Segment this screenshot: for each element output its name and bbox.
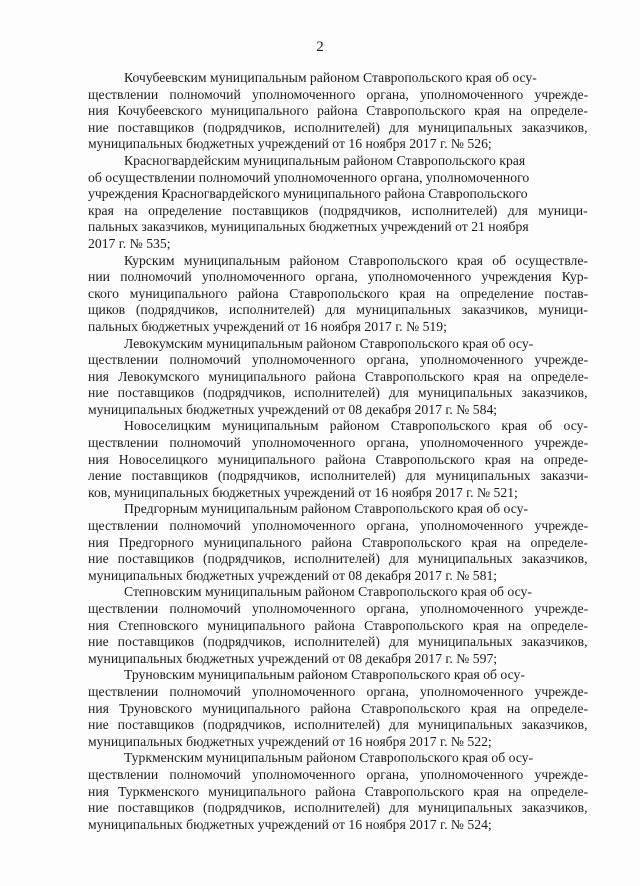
text-line: Курским муниципальным районом Ставропольского края об осуществле- bbox=[124, 252, 588, 268]
paragraph-trunovsky bbox=[88, 667, 588, 750]
text-line: края на определение поставщиков (подрядчиков, исполнителей) для муници- bbox=[88, 202, 588, 218]
paragraph-predgorny bbox=[88, 501, 588, 584]
text-line: Новоселицким муниципальным районом Ставропольского края об осу- bbox=[124, 418, 588, 434]
paragraph-kursky bbox=[88, 253, 588, 336]
text-line: ния Левокумского муниципального района Ставропольского края на определе- bbox=[88, 368, 589, 384]
text-line: щиков (подрядчиков, исполнителей) для муниципальных заказчиков, муници- bbox=[88, 302, 588, 318]
text-line: ния Новоселицкого муниципального района Ставропольского края на опреде- bbox=[88, 451, 589, 467]
text-line: ния Степновского муниципального района Ставропольского края на определе- bbox=[88, 617, 589, 633]
text-line: ществлении полномочий уполномоченного органа, уполномоченного учрежде- bbox=[88, 601, 589, 616]
text-line: муниципальных бюджетных учреждений от 08 декабря 2017 г. № 581; bbox=[88, 567, 498, 583]
text-line: ние поставщиков (подрядчиков, исполнителей) для муниципальных заказчиков, bbox=[88, 800, 588, 816]
text-line: пальных бюджетных учреждений от 16 ноября 2017 г. № 519; bbox=[88, 318, 447, 334]
text-line: Труновским муниципальным районом Ставропольского края об осу- bbox=[124, 667, 525, 683]
text-line: Кочубеевским муниципальным районом Ставропольского края об осу- bbox=[124, 70, 537, 85]
text-line: ния Предгорного муниципального района Ставропольского края на определе- bbox=[88, 534, 588, 550]
text-line: ществлении полномочий уполномоченного органа, уполномоченного учрежде- bbox=[88, 683, 589, 699]
text-line: Предгорным муниципальным районом Ставропольского края об осу- bbox=[124, 501, 529, 517]
text-line: Степновским муниципальным районом Ставропольского края об осу- bbox=[124, 584, 532, 600]
text-line: ление поставщиков (подрядчиков, исполнителей) для муниципальных заказчи- bbox=[88, 468, 589, 484]
text-line: ния Кочубеевского муниципального района Ставропольского края на определе- bbox=[88, 103, 588, 119]
text-line: ния Туркменского муниципального района Ставропольского края на определе- bbox=[88, 783, 589, 799]
text-line: ществлении полномочий уполномоченного органа, уполномоченного учрежде- bbox=[88, 518, 589, 534]
text-line: учреждения Красногвардейского муниципального района Ставропольского bbox=[88, 186, 528, 202]
paragraph-krasnogvardeysky bbox=[88, 153, 588, 253]
text-line: ния Труновского муниципального района Ставропольского края на определе- bbox=[88, 700, 589, 716]
paragraph-turkmensky bbox=[88, 750, 588, 833]
text-line: Туркменским муниципальным районом Ставропольского края об осу- bbox=[124, 750, 534, 766]
text-line: ние поставщиков (подрядчиков, исполнителей) для муниципальных заказчиков, bbox=[88, 551, 588, 567]
text-line: муниципальных бюджетных учреждений от 16 ноября 2017 г. № 524; bbox=[88, 816, 492, 832]
text-line: ние поставщиков (подрядчиков, исполнителей) для муниципальных заказчиков, bbox=[88, 385, 588, 401]
text-line: ществлении полномочий уполномоченного органа, уполномоченного учрежде- bbox=[88, 352, 589, 368]
text-line: ществлении полномочий уполномоченного органа, уполномоченного учрежде- bbox=[88, 766, 589, 782]
paragraph-levokumsky bbox=[88, 336, 588, 419]
text-line: муниципальных бюджетных учреждений от 16 ноября 2017 г. № 522; bbox=[88, 733, 492, 749]
text-line: муниципальных бюджетных учреждений от 08 декабря 2017 г. № 597; bbox=[88, 650, 498, 666]
text-line: ние поставщиков (подрядчиков, исполнителей) для муниципальных заказчиков, bbox=[88, 119, 588, 135]
text-line: Левокумским муниципальным районом Ставропольского края об осу- bbox=[124, 335, 534, 351]
paragraph-kochubeevsky bbox=[88, 70, 588, 153]
paragraph-novoselitsky bbox=[88, 418, 588, 501]
text-line: об осуществлении полномочий уполномоченного органа, уполномоченного bbox=[88, 169, 530, 185]
text-line: ского муниципального района Ставропольского края на определение постав- bbox=[88, 285, 589, 301]
text-line: 2017 г. № 535; bbox=[88, 235, 171, 251]
text-line: ние поставщиков (подрядчиков, исполнителей) для муниципальных заказчиков, bbox=[88, 634, 588, 650]
text-line: ществлении полномочий уполномоченного органа, уполномоченного учрежде- bbox=[88, 86, 589, 102]
text-line: муниципальных бюджетных учреждений от 08 декабря 2017 г. № 584; bbox=[88, 401, 498, 417]
text-line: пальных заказчиков, муниципальных бюджетных учреждений от 21 ноября bbox=[88, 219, 529, 235]
text-line: нии полномочий уполномоченного органа, уполномоченного учреждения Кур- bbox=[88, 269, 589, 285]
text-line: муниципальных бюджетных учреждений от 16 ноября 2017 г. № 526; bbox=[88, 136, 492, 152]
page-number: 2 bbox=[316, 39, 324, 55]
text-line: ществлении полномочий уполномоченного органа, уполномоченного учрежде- bbox=[88, 435, 589, 451]
text-line: ние поставщиков (подрядчиков, исполнителей) для муниципальных заказчиков, bbox=[88, 717, 588, 733]
text-line: Красногвардейским муниципальным районом Ставропольского края bbox=[124, 152, 526, 168]
text-line: ков, муниципальных бюджетных учреждений от 16 ноября 2017 г. № 521; bbox=[88, 484, 518, 500]
paragraph-stepnovsky bbox=[88, 584, 588, 667]
document-body bbox=[88, 70, 588, 833]
